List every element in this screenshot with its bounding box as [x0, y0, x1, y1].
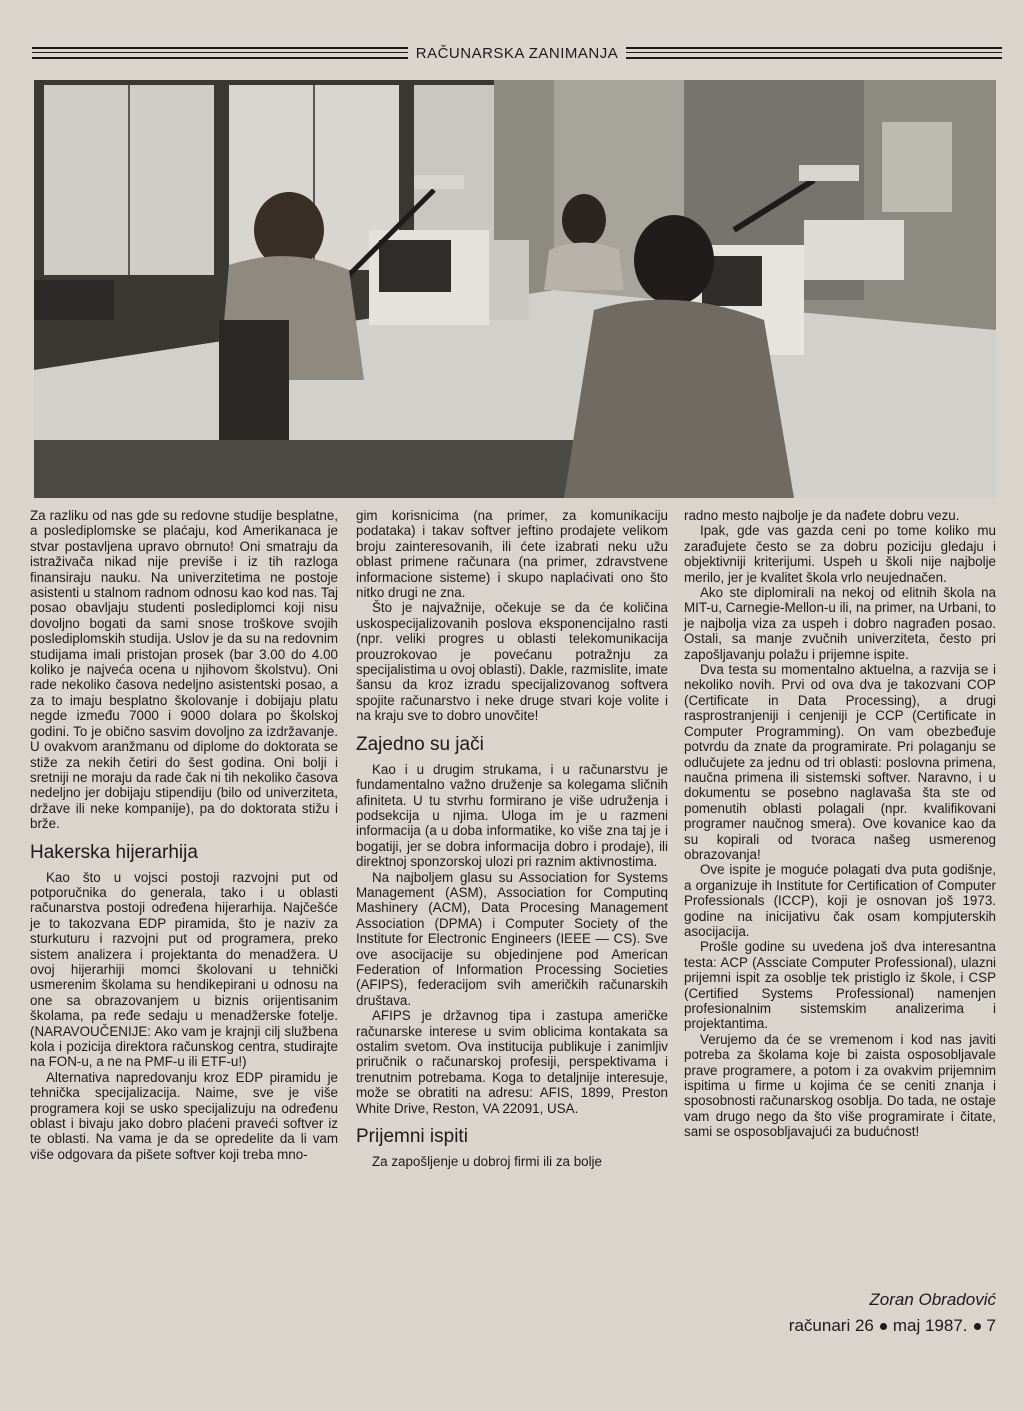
paragraph: Prošle godine su uvedena još dva interesantna testa: ACP (Assciate Computer Professional), ulazni prijemni ispit za osoblje tek pristiglo iz škole, i CSP (Certified Systems Professional) namenjen profesionalnim sistemskim analizerima i projektantima.: [684, 939, 996, 1032]
paragraph: Kao i u drugim strukama, i u računarstvu je fundamentalno važno druženje sa kolegama sličnih afiniteta. U tu stvrhu formirano je više udruženja i podsekcija u njima. Uloga im je u razmeni informacija (a u doba informatike, ko više zna taj je i bogatiji, jer se dobra informacija dobro i prodaje), ili direktnoj sponzorskoj ulozi pri raznim aktivnostima.: [356, 761, 668, 870]
page-number: 7: [986, 1316, 996, 1335]
paragraph: Verujemo da će se vremenom i kod nas javiti potreba za školama koje bi zaista osposobljavale prave programere, a potom i za ovakvim prijemnim ispitima u firme u kojima će se ceniti znanja i sposobnosti računarskog osoblja. Do tada, ne ostaje vam drugo nego da što više programirate i čitate, sami se osposobljavajući za budućnost!: [684, 1031, 996, 1140]
paragraph: gim korisnicima (na primer, za komunikaciju podataka) i takav softver jeftino prodajete velikom broju zainteresovanih, ili ćete izabrati neku užu oblast primene računara (na primer, zdravstvene informacione sisteme) i skupo naplaćivati ono što nitko drugi ne zna.: [356, 508, 668, 601]
paragraph: Za razliku od nas gde su redovne studije besplatne, a poslediplomske se plaćaju, kod Amerikanaca je stvar postavljena upravo obrnuto! Oni smatraju da istraživača nikad nije previše i iz tih razloga finansiraju nauku. Na univerzitetima ne postoje asistenti u stalnom radnom odnosu kao kod nas. Taj posao obavljaju studenti poslediplomci koji nisu dovoljno bogati da sami snose troškove svojih poslediplomskih studija. Uslov je da su na redovnim studijama imali pristojan prosek (bar 3.00 do 4.00 koliko je najveća ocena u njihovom školstvu). Oni rade nekoliko časova nedeljno asistentski posao, a za to imaju besplatno školovanje i dobijaju platu negde između 7000 i 9000 dolara po školskoj godini. To je obično sasvim dovoljno za izdržavanje. U ovakvom aranžmanu od diplome do doktorata se stiže za nekih četiri do šest godina. Oni bolji i sretniji ne moraju da rade čak ni tih nekoliko časova nedeljno jer dobijaju stipendiju (bilo od univerziteta, države ili neke kompanije), pa do doktorata stižu i brže.: [30, 508, 338, 832]
header-rule-right: [626, 47, 1002, 59]
page-footer: [684, 1316, 996, 1336]
paragraph: Ipak, gde vas gazda ceni po tome koliko mu zarađujete često se za dobru poziciju gledaju i objektivniji kriterijumi. Uspeh u školi nije najbolje merilo, jer je kvalitet škola vrlo neujednačen.: [684, 523, 996, 585]
office-photo: [34, 80, 996, 498]
column-3: [684, 508, 996, 1140]
subheading-zajedno-su-jaci: Zajedno su jači: [356, 733, 484, 755]
column-2: [356, 508, 668, 1169]
section-title: RAČUNARSKA ZANIMANJA: [415, 44, 619, 62]
paragraph: Ove ispite je moguće polagati dva puta godišnje, a organizuje ih Institute for Certification of Computer Professionals (ICCP), koji je osnovan još 1973. godine na inicijativu čak osam kompjuterskih asocijacija.: [684, 862, 996, 939]
paragraph: Ako ste diplomirali na nekoj od elitnih škola na MIT-u, Carnegie-Mellon-u ili, na primer, na Urbani, to je najbolja viza za uspeh i dobro nagrađen posao. Ostali, sa manje zvučnih univerziteta, često pri zapošljavanju polažu i prijemne ispite.: [684, 585, 996, 662]
subheading-hakerska-hijerarhija: Hakerska hijerarhija: [30, 841, 198, 863]
subheading-prijemni-ispiti: Prijemni ispiti: [356, 1126, 468, 1148]
magazine-name: računari 26: [788, 1316, 874, 1335]
issue-date: maj 1987.: [892, 1316, 968, 1335]
paragraph: AFIPS je državnog tipa i zastupa američke računarske interese u svim oblicima kontakata sa ostalim svetom. Ova institucija publikuje i zanimljiv priručnik o računarskoj profesiji, perspektivama i trenutnim potrebama. Koga to detaljnije interesuje, može se obratiti na adresu: AFIS, 1899, Preston White Drive, Reston, VA 22091, USA.: [356, 1008, 668, 1116]
paragraph: Kao što u vojsci postoji razvojni put od potporučnika do generala, tako i u oblasti računarstva postoji određena hijerarhija. Najčešće je to takozvana EDP piramida, što je naziv za sturkuturu i razvojni put od programera, preko sistem analizera i projektanta do menadžera. U ovoj hijerarhiji momci školovani u tehnički usmerenim školama su hendikepirani u odnosu na one sa obrazovanjem u biznis orijentisanim školama, pa ređe sedaju u menadžerske fotelje. (NARAVOUČENIJE: Ako vam je krajnji cilj službena kola i pozicija direktora računskog centra, studirajte na FON-u, a ne na PMF-u ili ETF-u!): [30, 869, 338, 1070]
paragraph: Dva testa su momentalno aktuelna, a razvija se i nekoliko novih. Prvi od ova dva je takozvani COP (Certificate in Data Processing), a drugi rasprostranjeniji i cenjeniji je CCP (Certificate in Computer Programming). On vam obezbeđuje potvrdu da znate da programirate. Pri polaganju se odlučujete za jednu od tri oblasti: poslovna primena, naučna primena ili sistemski softver. Naravno, i u dokumentu se posebno naglavaša šta ste od pomenutih oblasti polagali (npr. kvalifikovani programer naučnog smera). Ove kovanice kao da su kopirali od tvoraca našeg usmerenog obrazovanja!: [684, 662, 996, 862]
paragraph: Na najboljem glasu su Association for Systems Management (ASM), Association for Computinq Mashinery (ACM), Data Procesing Management Association (DPMA) i Computer Society of the Institute for Electronic Engineers (IEEE — CS). Sve ove asocijacije su objedinjene pod American Federation of Information Processing Societies (AFIPS), federacijom svih američkih računarskih društava.: [356, 869, 668, 1008]
section-header: [32, 40, 1002, 66]
paragraph: Što je najvažnije, očekuje se da će količina uskospecijalizovanih poslova eksponencijalno rasti (npr. veliki progres u oblasti telekomunikacija prouzrokovao je povećanu potražnju za specijalistima u ovoj oblasti). Dakle, razmislite, imate šansu da kroz izradu specijalizovanog softvera spojite računarstvo i neke druge stvari koje volite i na kraju sve to dobro unovčite!: [356, 600, 668, 724]
column-1: [30, 508, 338, 1162]
paragraph: radno mesto najbolje je da nađete dobru vezu.: [684, 508, 960, 523]
header-rule-left: [32, 47, 408, 59]
paragraph: Alternativa napredovanju kroz EDP piramidu je tehnička specijalizacija. Naime, sve je više programera koji se usko specijalizuju na određenu oblast i bivaju jako dobro plaćeni praveći softver iz te oblasti. Na vama je da se opredelite da li vam više odgovara da pišete softver koji treba mno-: [30, 1069, 338, 1162]
author-signature: Zoran Obradović: [869, 1290, 996, 1309]
bullet-icon: [880, 1323, 887, 1330]
paragraph: Za zapošljenje u dobroj firmi ili za bolje: [372, 1154, 602, 1170]
bullet-icon: [974, 1323, 981, 1330]
